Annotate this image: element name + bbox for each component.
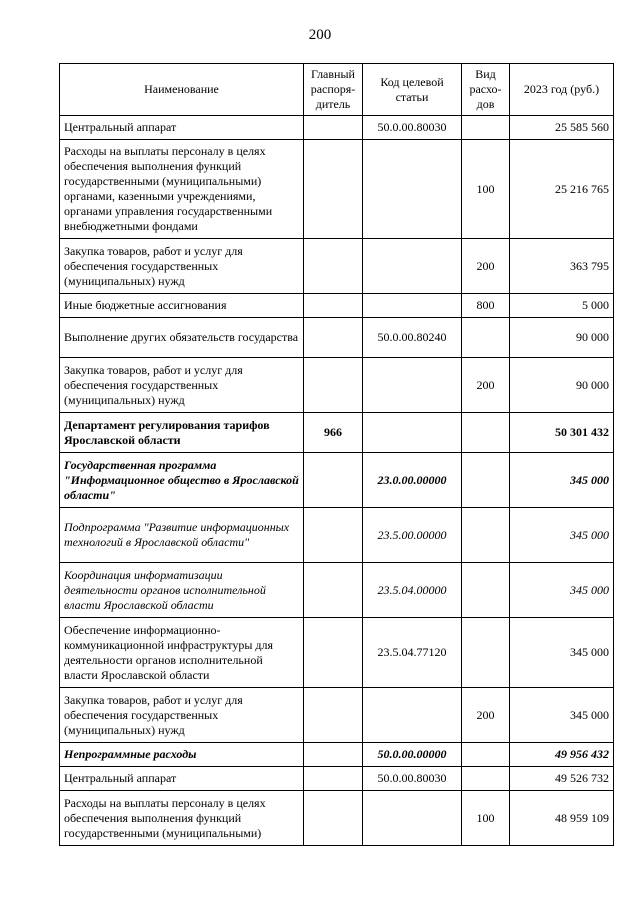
header-year-sum: 2023 год (руб.)	[510, 64, 614, 116]
table-row	[60, 453, 614, 508]
row-target-code	[363, 140, 462, 239]
row-amount: 5 000	[510, 294, 614, 318]
row-amount: 345 000	[510, 688, 614, 743]
row-main-admin	[304, 294, 363, 318]
row-target-code	[363, 239, 462, 294]
row-main-admin	[304, 743, 363, 767]
row-expense-type	[462, 413, 510, 453]
row-target-code	[363, 413, 462, 453]
row-name: Центральный аппарат	[60, 767, 304, 791]
row-amount: 50 301 432	[510, 413, 614, 453]
row-expense-type: 100	[462, 140, 510, 239]
row-main-admin	[304, 791, 363, 846]
row-expense-type	[462, 618, 510, 688]
table-row	[60, 140, 614, 239]
row-name: Расходы на выплаты персоналу в целях обеспечения выполнения функций государственными (муниципальными) органами, казенными учреждениями, органами управления государственными внебюджетными фондами	[60, 140, 304, 239]
row-name: Выполнение других обязательств государства	[60, 318, 304, 358]
row-target-code: 23.5.04.77120	[363, 618, 462, 688]
row-name: Департамент регулирования тарифов Ярославской области	[60, 413, 304, 453]
row-target-code: 23.5.04.00000	[363, 563, 462, 618]
row-amount: 345 000	[510, 563, 614, 618]
row-name: Государственная программа "Информационное общество в Ярославской области"	[60, 453, 304, 508]
row-name: Закупка товаров, работ и услуг для обеспечения государственных (муниципальных) нужд	[60, 239, 304, 294]
header-expense-type: Вид расхо-дов	[462, 64, 510, 116]
row-main-admin	[304, 508, 363, 563]
row-amount: 25 216 765	[510, 140, 614, 239]
row-name: Закупка товаров, работ и услуг для обеспечения государственных (муниципальных) нужд	[60, 358, 304, 413]
row-expense-type	[462, 508, 510, 563]
row-main-admin	[304, 318, 363, 358]
row-amount: 90 000	[510, 358, 614, 413]
row-expense-type: 200	[462, 688, 510, 743]
row-main-admin	[304, 618, 363, 688]
row-expense-type	[462, 318, 510, 358]
row-main-admin	[304, 116, 363, 140]
row-target-code	[363, 791, 462, 846]
table-row	[60, 508, 614, 563]
row-amount: 345 000	[510, 453, 614, 508]
row-name: Центральный аппарат	[60, 116, 304, 140]
row-expense-type: 200	[462, 358, 510, 413]
row-amount: 49 526 732	[510, 767, 614, 791]
row-main-admin	[304, 563, 363, 618]
table-header-row	[60, 64, 614, 116]
table-row	[60, 318, 614, 358]
table-row	[60, 413, 614, 453]
table-row	[60, 563, 614, 618]
table-row	[60, 791, 614, 846]
row-name: Расходы на выплаты персоналу в целях обеспечения выполнения функций государственными (муниципальными)	[60, 791, 304, 846]
row-expense-type	[462, 116, 510, 140]
row-target-code	[363, 358, 462, 413]
row-target-code: 50.0.00.80030	[363, 767, 462, 791]
budget-table	[59, 63, 614, 846]
row-name: Координация информатизации деятельности органов исполнительной власти Ярославской области	[60, 563, 304, 618]
table-row	[60, 294, 614, 318]
row-main-admin	[304, 239, 363, 294]
row-name: Обеспечение информационно-коммуникационной инфраструктуры для деятельности органов исполнительной власти Ярославской области	[60, 618, 304, 688]
row-expense-type: 800	[462, 294, 510, 318]
table-row	[60, 358, 614, 413]
row-amount: 345 000	[510, 508, 614, 563]
table-row	[60, 239, 614, 294]
table-row	[60, 743, 614, 767]
row-main-admin	[304, 358, 363, 413]
row-amount: 49 956 432	[510, 743, 614, 767]
page-number: 200	[308, 27, 332, 43]
row-amount: 48 959 109	[510, 791, 614, 846]
row-name: Подпрограмма "Развитие информационных технологий в Ярославской области"	[60, 508, 304, 563]
header-name: Наименование	[60, 64, 304, 116]
row-main-admin	[304, 767, 363, 791]
row-name: Непрограммные расходы	[60, 743, 304, 767]
table-row	[60, 116, 614, 140]
row-target-code: 50.0.00.00000	[363, 743, 462, 767]
row-target-code: 23.0.00.00000	[363, 453, 462, 508]
row-name: Закупка товаров, работ и услуг для обеспечения государственных (муниципальных) нужд	[60, 688, 304, 743]
row-amount: 345 000	[510, 618, 614, 688]
row-expense-type: 100	[462, 791, 510, 846]
row-expense-type: 200	[462, 239, 510, 294]
row-target-code: 50.0.00.80240	[363, 318, 462, 358]
row-main-admin	[304, 688, 363, 743]
row-target-code: 23.5.00.00000	[363, 508, 462, 563]
row-expense-type	[462, 767, 510, 791]
header-main-admin: Главный распоря-дитель	[304, 64, 363, 116]
row-main-admin	[304, 453, 363, 508]
row-amount: 90 000	[510, 318, 614, 358]
row-main-admin: 966	[304, 413, 363, 453]
row-main-admin	[304, 140, 363, 239]
row-name: Иные бюджетные ассигнования	[60, 294, 304, 318]
row-amount: 363 795	[510, 239, 614, 294]
header-target-code: Код целевой статьи	[363, 64, 462, 116]
table-row	[60, 767, 614, 791]
row-amount: 25 585 560	[510, 116, 614, 140]
table-row	[60, 688, 614, 743]
row-target-code: 50.0.00.80030	[363, 116, 462, 140]
row-target-code	[363, 294, 462, 318]
row-expense-type	[462, 453, 510, 508]
row-expense-type	[462, 563, 510, 618]
row-target-code	[363, 688, 462, 743]
row-expense-type	[462, 743, 510, 767]
table-row	[60, 618, 614, 688]
